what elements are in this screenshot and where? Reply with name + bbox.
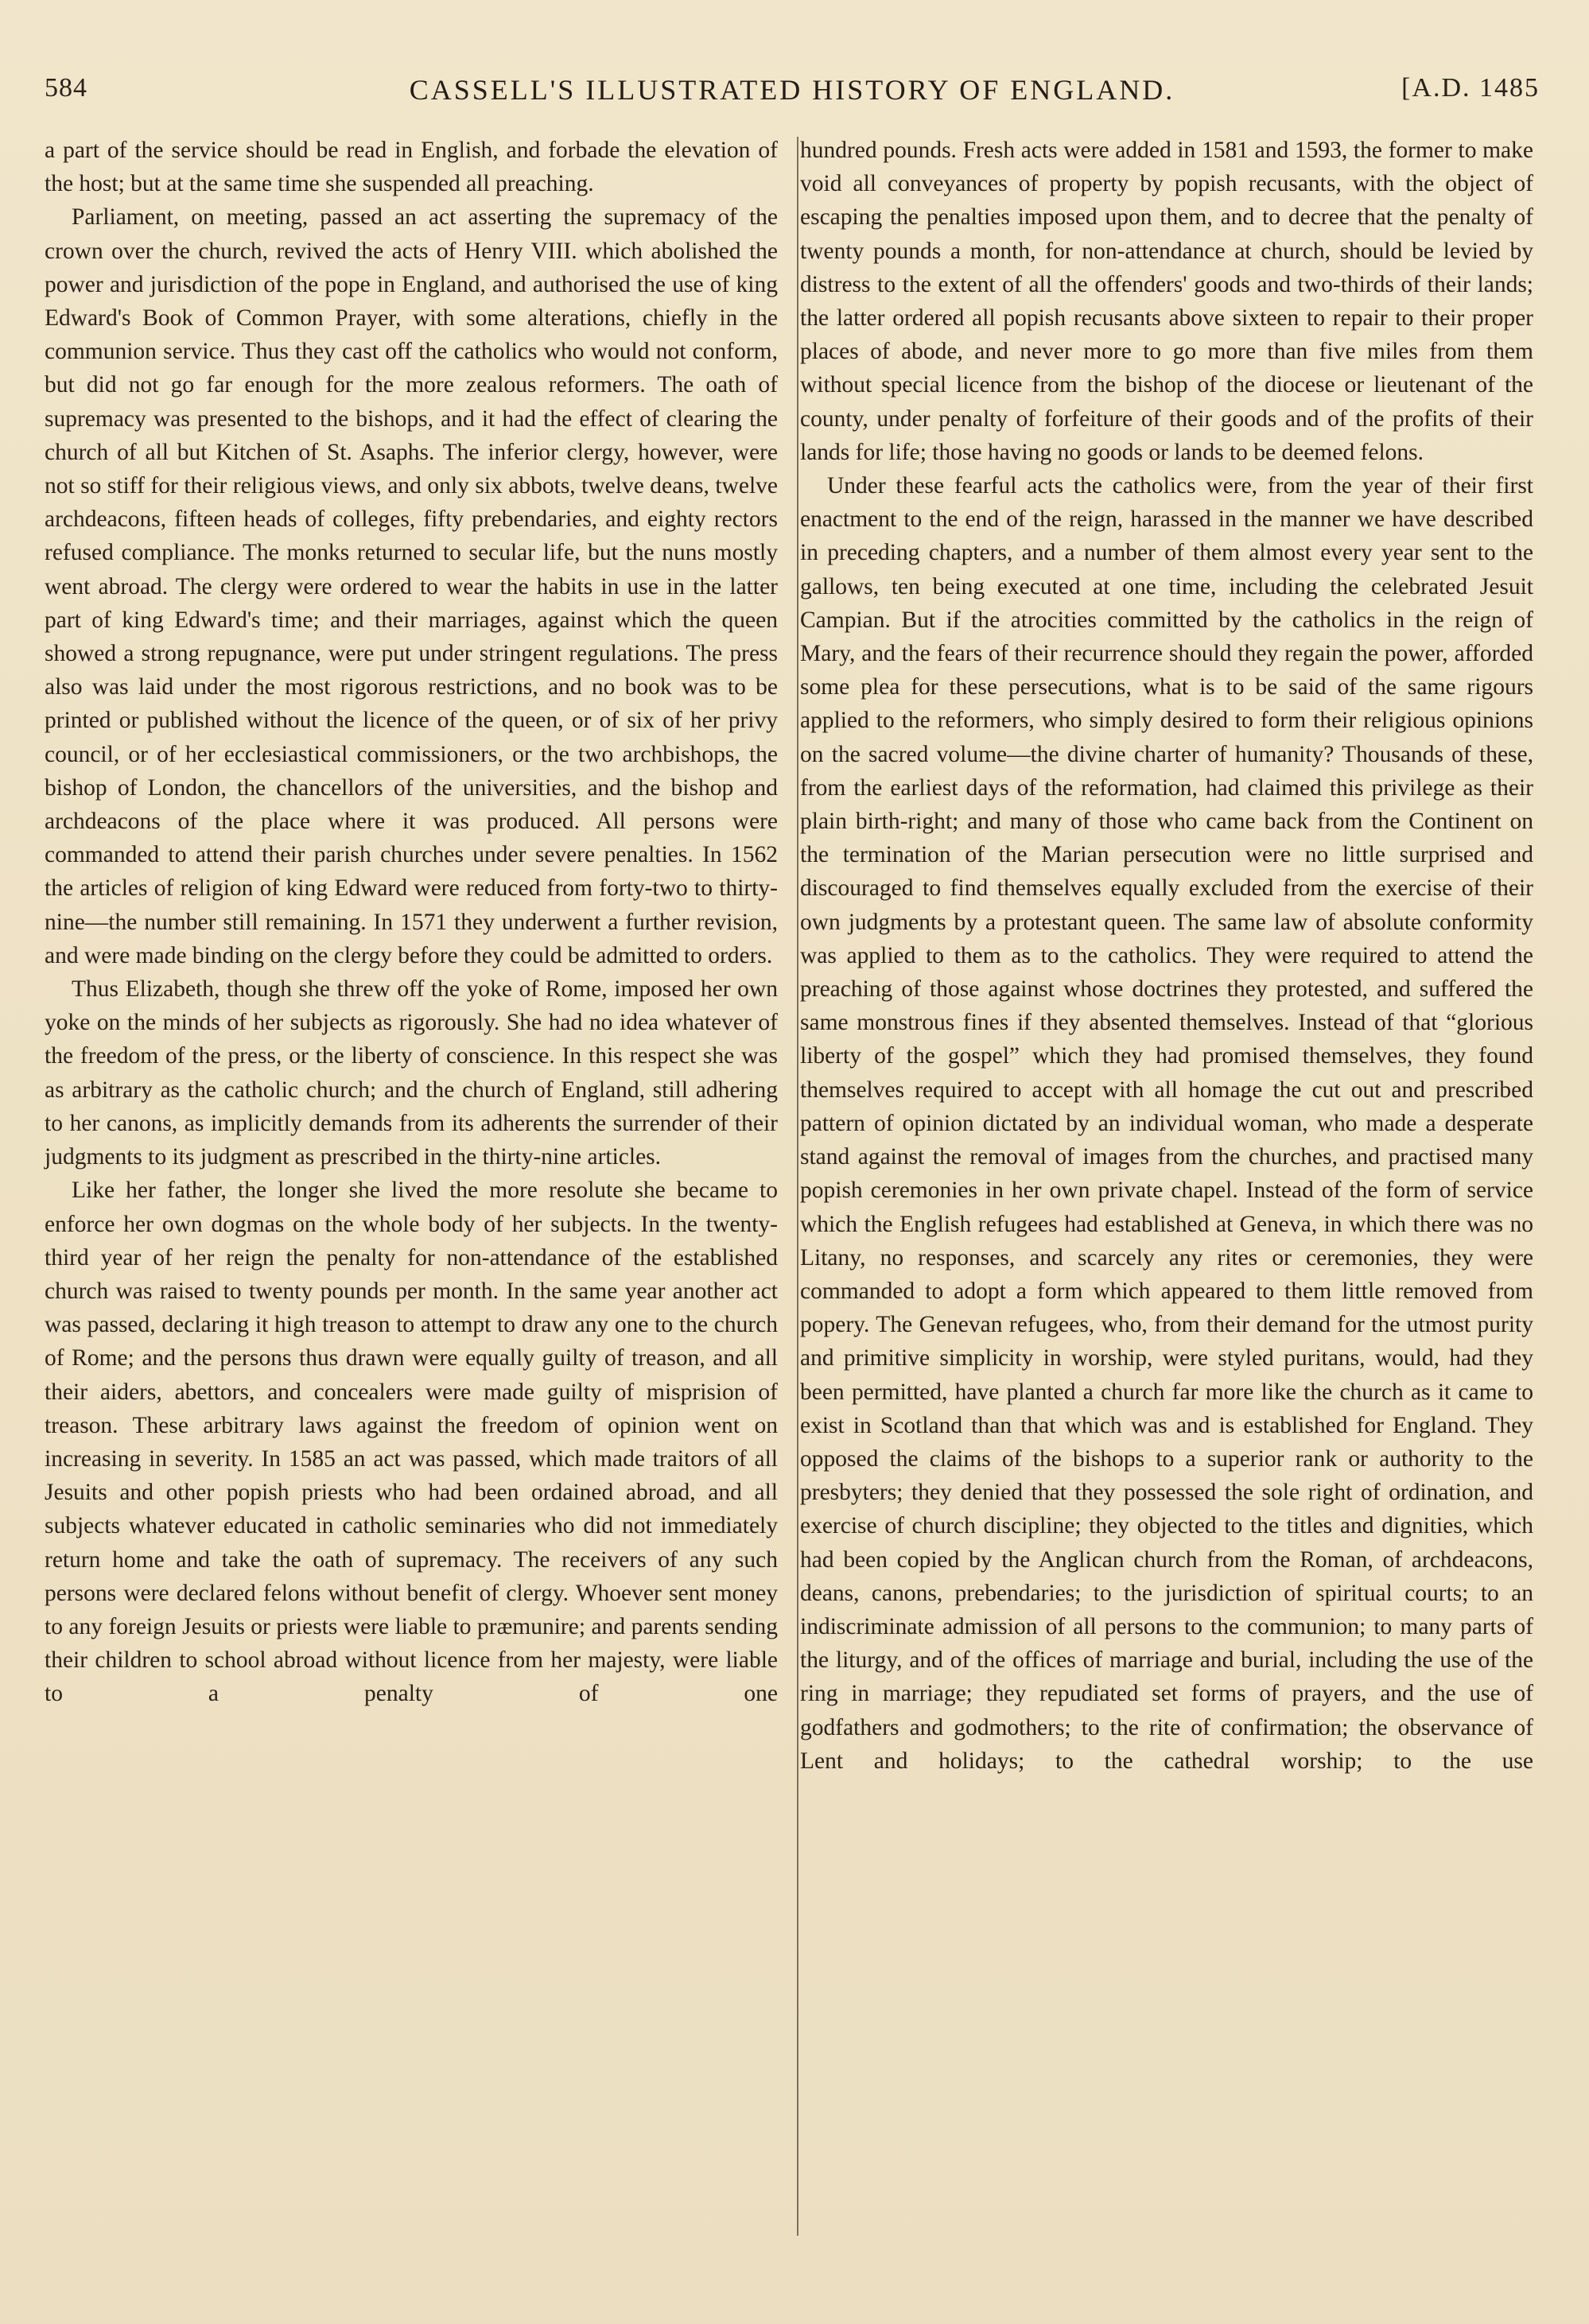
left-column — [45, 134, 778, 1711]
paragraph: Like her father, the longer she lived the more resolute she became to enforce her own dogmas on the whole body of her subjects. In the twenty-third year of her reign the penalty for non-attendance of the established church was raised to twenty pounds per month. In the same year another act was passed, declaring it high treason to attempt to draw any one to the church of Rome; and the persons thus drawn were equally guilty of treason, and all their aiders, abettors, and concealers were made guilty of misprision of treason. These arbitrary laws against the freedom of opinion went on increasing in severity. In 1585 an act was passed, which made traitors of all Jesuits and other popish priests who had been ordained abroad, and all subjects whatever educated in catholic seminaries who did not immediately return home and take the oath of supremacy. The receivers of any such persons were declared felons without benefit of clergy. Whoever sent money to any foreign Jesuits or priests were liable to præmunire; and parents sending their children to school abroad without licence from her majesty, were liable to a penalty of one — [45, 1178, 778, 1707]
column-divider — [797, 137, 798, 2236]
page-header — [45, 73, 1540, 110]
paragraph: Under these fearful acts the catholics were, from the year of their first enactment to the end of the reign, harassed in the manner we have described in preceding chapters, and a number of them almost every year sent to the gallows, ten being executed at one time, including the celebrated Jesuit Campian. But if the atrocities committed by the catholics in the reign of Mary, and the fears of their recurrence should they regain the power, afforded some plea for these persecutions, what is to be said of the same rigours applied to the reformers, who simply desired to form their religious opinions on the sacred volume—the divine charter of humanity? Thousands of these, from the earliest days of the reformation, had claimed this privilege as their plain birth-right; and many of those who came back from the Continent on the termination of the Marian persecution were no little surprised and discouraged to find themselves equally excluded from the exercise of their own judgments by a protestant queen. The same law of absolute conformity was applied to them as to the catholics. They were required to attend the preaching of those against whose doctrines they protested, and suffered the same monstrous fines if they absented themselves. Instead of that “glorious liberty of the gospel” which they had promised themselves, they found themselves required to accept with all homage the cut out and prescribed pattern of opinion dictated by an individual woman, who made a desperate stand against the removal of images from the churches, and practised many popish ceremonies in her own private chapel. Instead of the form of service which the English refugees had established at Geneva, in which there was no Litany, no responses, and scarcely any rites or ceremonies, they were commanded to adopt a form which appeared to them little removed from popery. The Genevan refugees, who, from their demand for the utmost purity and primitive simplicity in worship, were styled puritans, would, had they been permitted, have planted a church far more like the church as it came to exist in Scotland than that which was and is established for England. They opposed the claims of the bishops to a superior rank or authority to the presbyters; they denied that they possessed the sole right of ordination, and exercise of church discipline; they objected to the titles and dignities, which had been copied by the Anglican church from the Roman, of archdeacons, deans, canons, prebendaries; to the jurisdiction of spiritual courts; to an indiscriminate admission of all persons to the communion; to many parts of the liturgy, and of the offices of marriage and burial, including the use of the ring in marriage; they repudiated set forms of prayers, and the use of godfathers and godmothers; to the rite of confirmation; the observance of Lent and holidays; to the cathedral worship; to the use — [800, 473, 1533, 1774]
running-title: CASSELL'S ILLUSTRATED HISTORY OF ENGLAND. — [409, 74, 1175, 106]
paragraph: Thus Elizabeth, though she threw off the yoke of Rome, imposed her own yoke on the minds of her subjects as rigorously. She had no idea whatever of the freedom of the press, or the liberty of conscience. In this respect she was as arbitrary as the catholic church; and the church of England, still adhering to her canons, as implicitly demands from its adherents the surrender of their judgments to its judgment as prescribed in the thirty-nine articles. — [45, 976, 778, 1170]
paragraph: hundred pounds. Fresh acts were added in 1581 and 1593, the former to make void all conveyances of property by popish recusants, with the object of escaping the penalties imposed upon them, and to decree that the penalty of twenty pounds a month, for non-attendance at church, should be levied by distress to the extent of all the offenders' goods and two-thirds of their lands; the latter ordered all popish recusants above sixteen to repair to their proper places of abode, and never more to go more than five miles from them without special licence from the bishop of the diocese or lieutenant of the county, under penalty of forfeiture of their goods and of the profits of their lands for life; those having no goods or lands to be deemed felons. — [800, 138, 1533, 465]
page-number: 584 — [45, 73, 87, 103]
paragraph: Parliament, on meeting, passed an act asserting the supremacy of the crown over the church, revived the acts of Henry VIII. which abolished the power and jurisdiction of the pope in England, and authorised the use of king Edward's Book of Common Prayer, with some alterations, chiefly in the communion service. Thus they cast off the catholics who would not conform, but did not go far enough for the more zealous reformers. The oath of supremacy was presented to the bishops, and it had the effect of clearing the church of all but Kitchen of St. Asaphs. The inferior clergy, however, were not so stiff for their religious views, and only six abbots, twelve deans, twelve archdeacons, fifteen heads of colleges, fifty prebendaries, and eighty rectors refused compliance. The monks returned to secular life, but the nuns mostly went abroad. The clergy were ordered to wear the habits in use in the latter part of king Edward's time; and their marriages, against which the queen showed a strong repugnance, were put under stringent regulations. The press also was laid under the most rigorous restrictions, and no book was to be printed or published without the licence of the queen, or of six of her privy council, or of her ecclesiastical commissioners, or the two archbishops, the bishop of London, the chancellors of the universities, and the bishop and archdeacons of the place where it was produced. All persons were commanded to attend their parish churches under severe penalties. In 1562 the articles of religion of king Edward were reduced from forty-two to thirty-nine—the number still remaining. In 1571 they underwent a further revision, and were made binding on the clergy before they could be admitted to orders. — [45, 204, 778, 968]
date-label: [A.D. 1485 — [1401, 73, 1540, 103]
right-column — [800, 134, 1533, 1778]
paragraph: a part of the service should be read in English, and forbade the elevation of the host; but at the same time she suspended all preaching. — [45, 138, 778, 197]
